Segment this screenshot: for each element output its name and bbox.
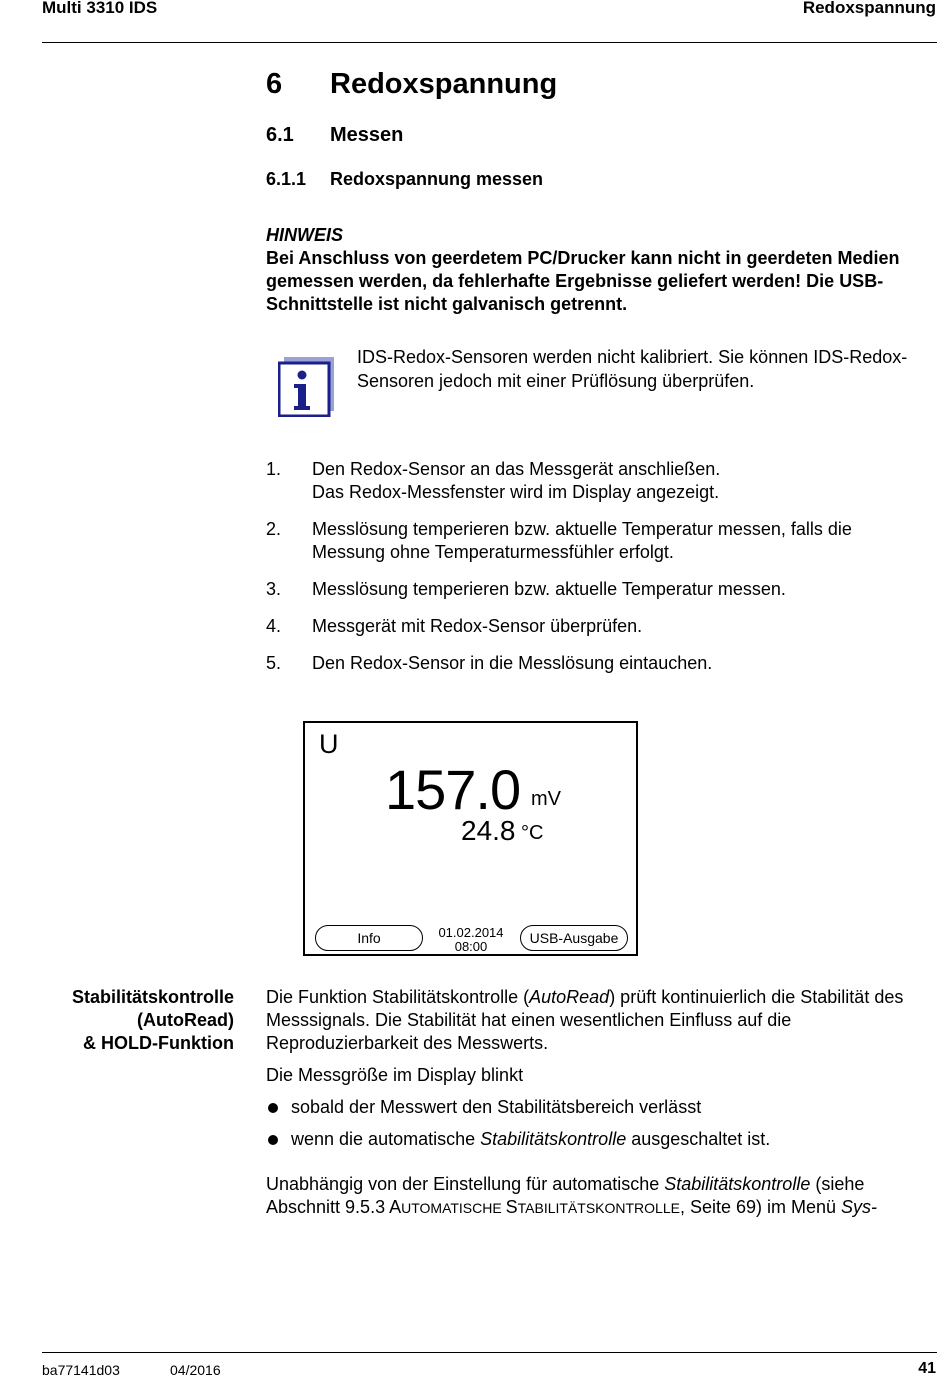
meter-display xyxy=(303,721,638,956)
side-heading-line: Stabilitätskontrolle xyxy=(71,987,234,1007)
subsection-number: 6.1.1 xyxy=(266,169,307,189)
text-run: ) prüft kontinuierlich die Stabilität des Messsignals. Die Stabilität hat einen wesentlichen Einfluss auf die Reproduzierbarkeit des Messwerts. xyxy=(266,987,904,1053)
display-value: 157.0 xyxy=(385,758,521,821)
footer-rule xyxy=(42,1352,937,1353)
notice-title: HINWEIS xyxy=(266,225,344,245)
paragraph xyxy=(266,986,938,1055)
list-item xyxy=(266,615,926,638)
display-time: 08:00 xyxy=(454,939,488,954)
page-number: 41 xyxy=(918,1360,936,1377)
text-run: UTOMATISCHE xyxy=(401,1200,506,1216)
side-heading xyxy=(20,986,234,1055)
info-text: IDS-Redox-Sensoren werden nicht kalibriert. Sie können IDS-Redox-Sensoren jedoch mit einer Prüflösung überprüfen. xyxy=(357,347,908,391)
side-heading-line: & HOLD-Funktion xyxy=(83,1033,234,1053)
bullet-item xyxy=(266,1128,938,1151)
subsection-title: Redoxspannung messen xyxy=(330,169,544,189)
side-heading-line: (AutoRead) xyxy=(137,1010,234,1030)
step-number: 1. xyxy=(266,459,282,479)
display-date: 01.02.2014 xyxy=(438,925,504,940)
step-text: Messlösung temperieren bzw. aktuelle Temperatur messen, falls die Messung ohne Temperaturmessfühler erfolgt. xyxy=(312,519,852,562)
step-text: Den Redox-Sensor an das Messgerät anschließen. xyxy=(312,459,721,479)
display-temperature-unit: °C xyxy=(521,822,544,844)
usb-output-softkey: USB-Ausgabe xyxy=(520,925,628,951)
text-run: TABILITÄTSKONTROLLE xyxy=(517,1200,680,1216)
list-item xyxy=(266,578,926,601)
text-run: Unabhängig von der Einstellung für automatische xyxy=(266,1174,665,1194)
text-run: Stabilitätskontrolle xyxy=(664,1174,811,1194)
step-number: 2. xyxy=(266,519,282,539)
step-text: Messgerät mit Redox-Sensor überprüfen. xyxy=(312,616,643,636)
header-rule xyxy=(42,42,937,43)
step-text: Das Redox-Messfenster wird im Display angezeigt. xyxy=(312,482,720,502)
display-datetime xyxy=(426,926,516,954)
step-list xyxy=(266,458,926,689)
text-run: Sys- xyxy=(841,1197,878,1217)
list-item xyxy=(266,458,926,504)
section-title: Messen xyxy=(330,124,404,146)
text-run: AutoRead xyxy=(529,987,610,1007)
chapter-number: 6 xyxy=(266,68,283,100)
info-icon xyxy=(278,357,334,417)
paragraph xyxy=(266,1173,938,1220)
text-run: Stabilitätskontrolle xyxy=(480,1129,627,1149)
text-run: A xyxy=(389,1197,402,1217)
notice xyxy=(266,224,906,316)
text-run: , Seite 69) im Menü xyxy=(679,1197,842,1217)
paragraph: Die Messgröße im Display blinkt xyxy=(266,1065,524,1085)
notice-text: Bei Anschluss von geerdetem PC/Drucker kann nicht in geerdeten Medien gemessen werden, da fehlerhafte Ergebnisse geliefert werden! Die USB-Schnittstelle ist nicht galvanisch getrennt. xyxy=(266,248,900,314)
step-text: Den Redox-Sensor in die Messlösung eintauchen. xyxy=(312,653,713,673)
list-item xyxy=(266,652,926,675)
footer-date: 04/2016 xyxy=(170,1362,221,1378)
text-run: Die Funktion Stabilitätskontrolle ( xyxy=(266,987,530,1007)
step-text: Messlösung temperieren bzw. aktuelle Temperatur messen. xyxy=(312,579,786,599)
info-softkey: Info xyxy=(315,925,423,951)
display-temperature: 24.8 xyxy=(461,815,516,846)
bullet-item: sobald der Messwert den Stabilitätsbereich verlässt xyxy=(266,1096,938,1119)
list-item xyxy=(266,518,926,564)
chapter-heading xyxy=(266,68,557,101)
section-heading xyxy=(266,124,403,147)
display-parameter: U xyxy=(319,729,339,759)
section-number: 6.1 xyxy=(266,124,294,146)
header-left: Multi 3310 IDS xyxy=(42,0,158,17)
footer-doc-id: ba77141d03 xyxy=(42,1362,120,1378)
step-number: 4. xyxy=(266,616,282,636)
text-run: wenn die automatische xyxy=(291,1129,481,1149)
step-number: 5. xyxy=(266,653,282,673)
text-run: (siehe Abschnitt 9.5.3 xyxy=(266,1174,865,1217)
text-run: ausgeschaltet ist. xyxy=(626,1129,771,1149)
subsection-heading xyxy=(266,169,543,190)
header-right: Redoxspannung xyxy=(802,0,936,17)
stability-section xyxy=(266,986,938,1229)
step-number: 3. xyxy=(266,579,282,599)
display-unit: mV xyxy=(531,788,561,810)
chapter-title: Redoxspannung xyxy=(330,68,558,100)
text-run: S xyxy=(505,1197,518,1217)
